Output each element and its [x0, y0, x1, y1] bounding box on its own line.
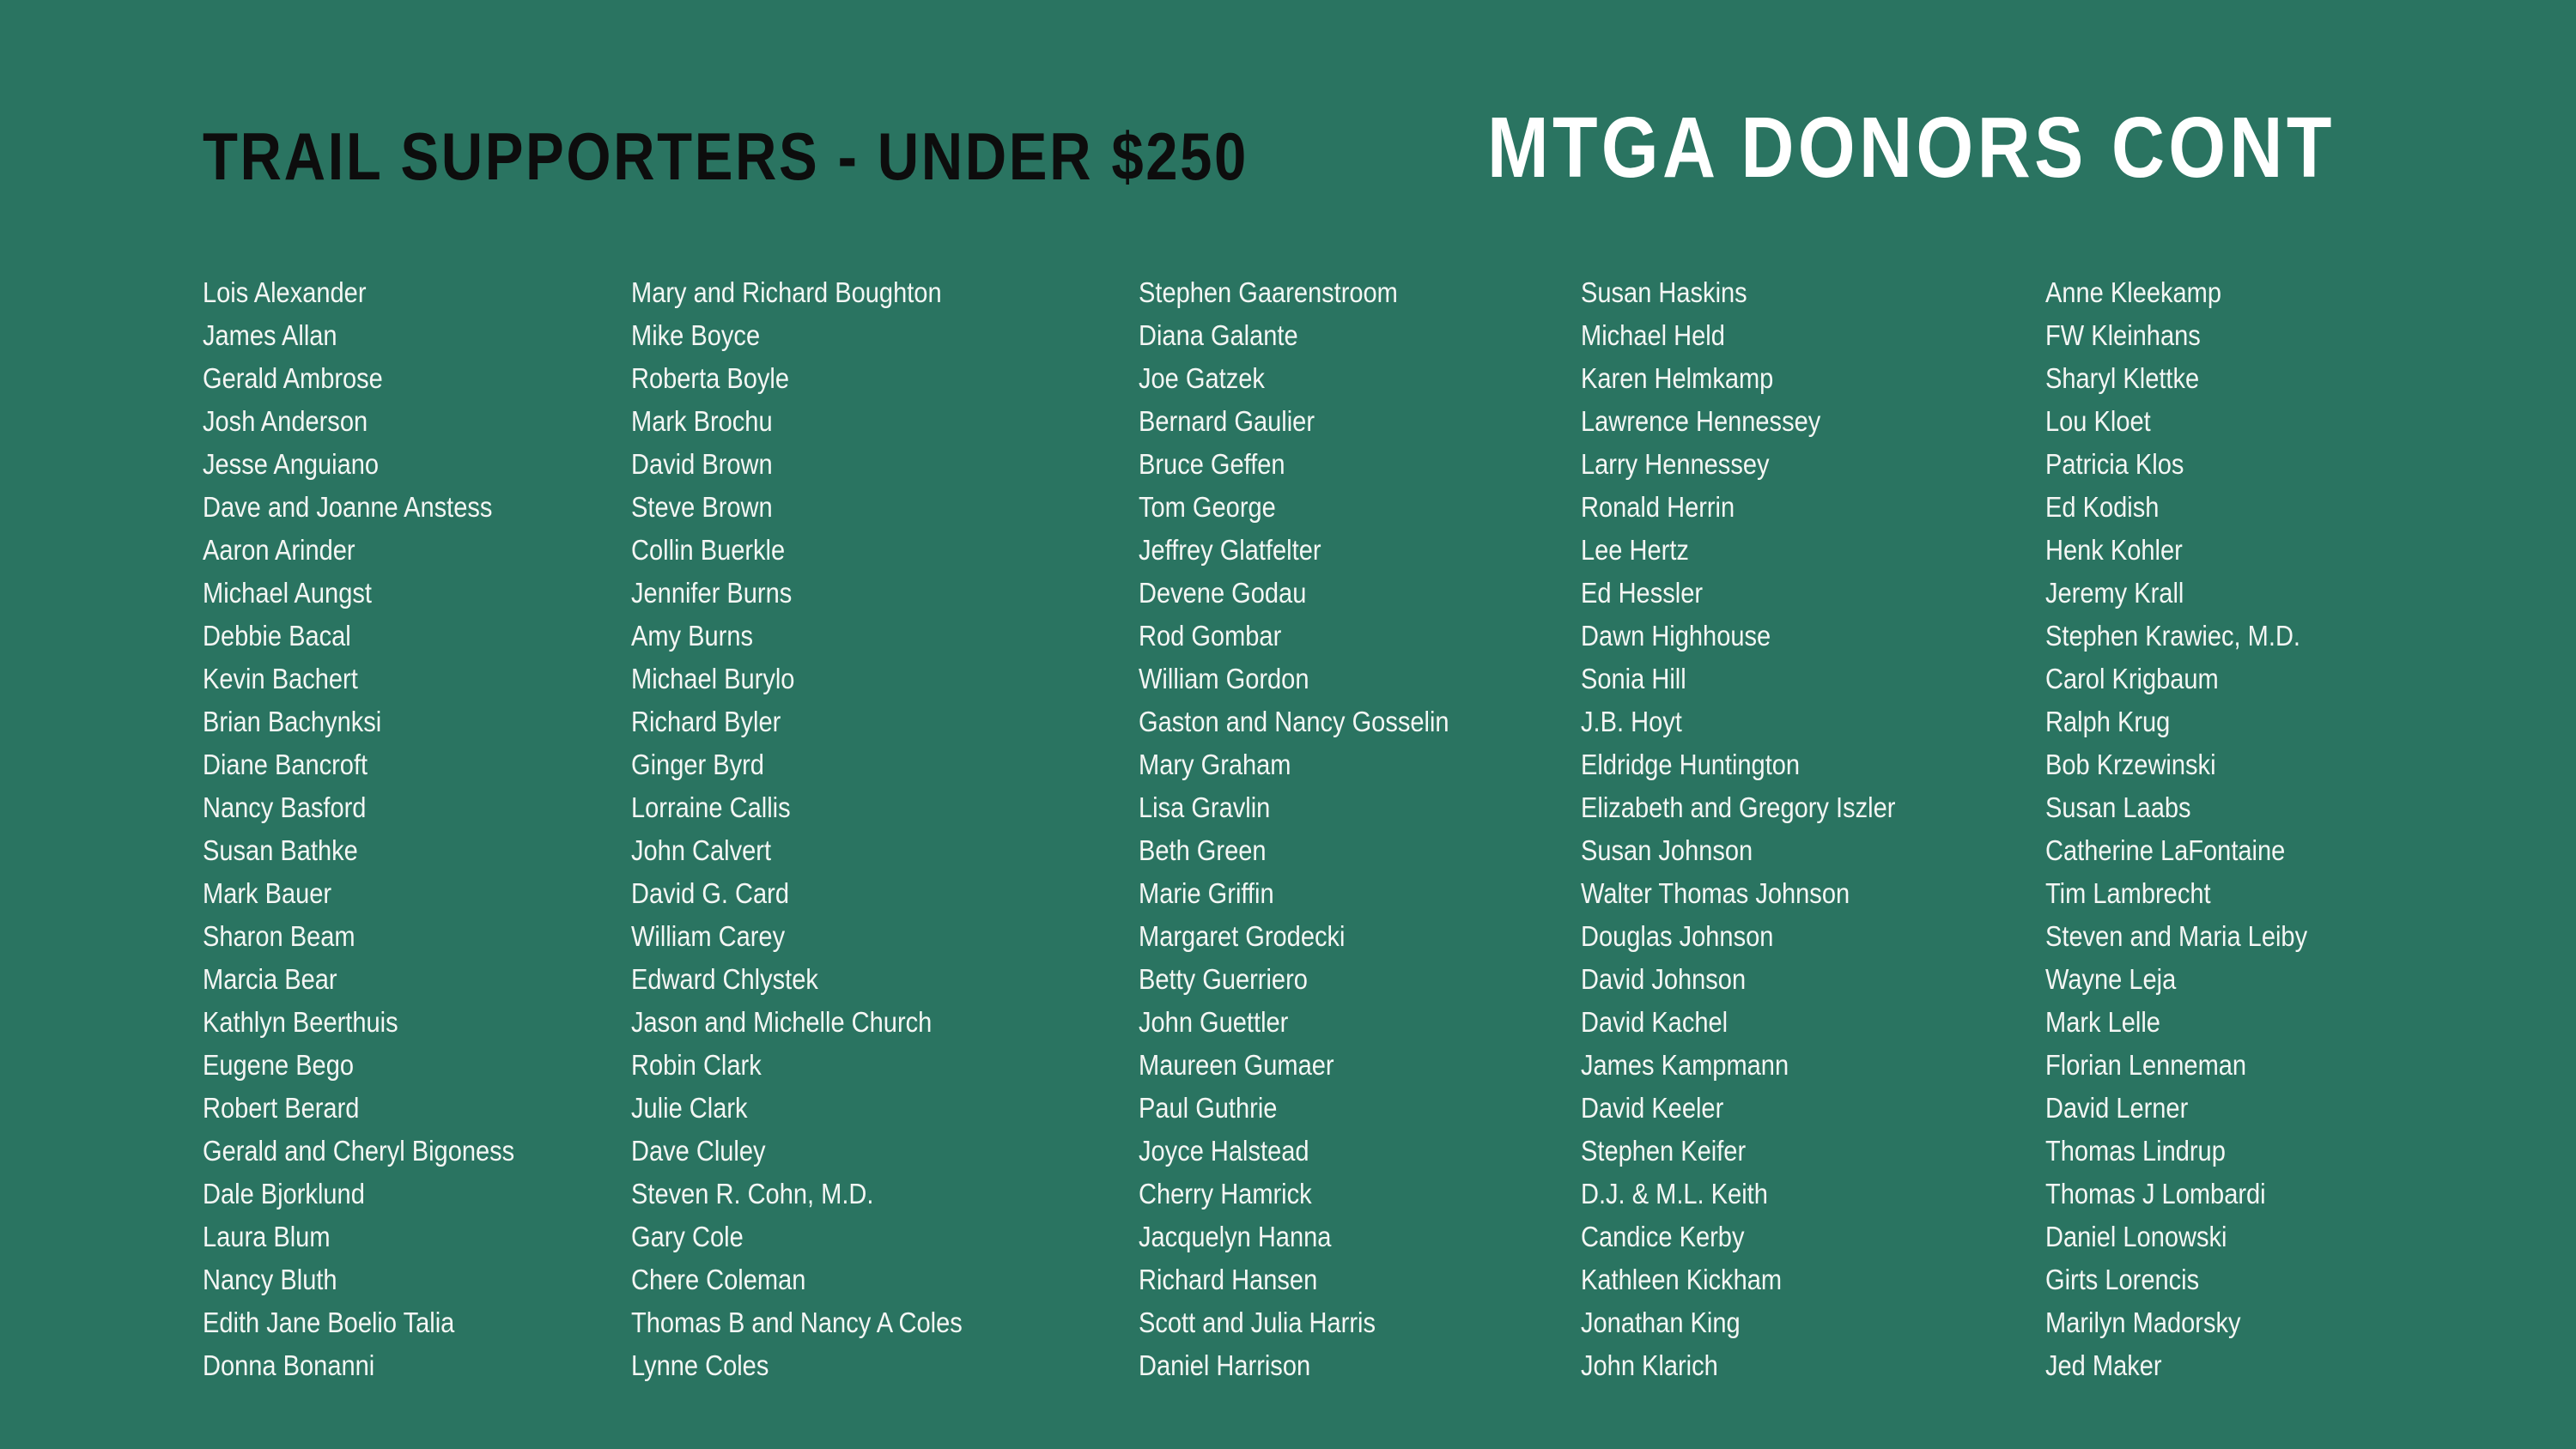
- donor-name: Susan Laabs: [2045, 791, 2191, 823]
- donor-name: Mark Bauer: [203, 877, 332, 909]
- donor-name: Bruce Geffen: [1139, 448, 1285, 480]
- donor-name: Ginger Byrd: [631, 749, 764, 780]
- donor-name: Gerald Ambrose: [203, 362, 383, 394]
- donor-name: James Allan: [203, 319, 337, 351]
- donor-name: Robert Berard: [203, 1092, 360, 1124]
- donor-name: Diane Bancroft: [203, 749, 368, 780]
- donor-name: J.B. Hoyt: [1581, 706, 1682, 737]
- donor-name: William Carey: [631, 920, 786, 952]
- donor-name: Carol Krigbaum: [2045, 663, 2219, 694]
- donor-name: Thomas B and Nancy A Coles: [631, 1307, 963, 1338]
- donor-name: Jeffrey Glatfelter: [1139, 534, 1321, 566]
- donor-name: Thomas J Lombardi: [2045, 1178, 2266, 1210]
- donor-column-3: [1139, 271, 1492, 1387]
- donor-name: Walter Thomas Johnson: [1581, 877, 1850, 909]
- donor-name: Laura Blum: [203, 1221, 331, 1252]
- donor-name: Lorraine Callis: [631, 791, 791, 823]
- donor-name: Douglas Johnson: [1581, 920, 1774, 952]
- donor-name: Michael Burylo: [631, 663, 795, 694]
- donor-name: Tom George: [1139, 491, 1276, 523]
- donor-name: Dawn Highhouse: [1581, 620, 1771, 652]
- donor-name: Ed Kodish: [2045, 491, 2160, 523]
- donor-name: Daniel Lonowski: [2045, 1221, 2227, 1252]
- donor-name: William Gordon: [1139, 663, 1309, 694]
- donor-name: Candice Kerby: [1581, 1221, 1745, 1252]
- donor-name: Joyce Halstead: [1139, 1135, 1309, 1167]
- donor-name: Jason and Michelle Church: [631, 1006, 933, 1038]
- donor-name: Sharon Beam: [203, 920, 355, 952]
- donor-name: David Lerner: [2045, 1092, 2189, 1124]
- donor-name: Jed Maker: [2045, 1349, 2162, 1381]
- donor-name: Dave and Joanne Anstess: [203, 491, 493, 523]
- donor-name: Tim Lambrecht: [2045, 877, 2211, 909]
- donor-name: Richard Byler: [631, 706, 781, 737]
- donor-name: Susan Johnson: [1581, 834, 1753, 866]
- donor-name: Jennifer Burns: [631, 577, 793, 609]
- donor-name: Michael Held: [1581, 319, 1725, 351]
- donor-name: Mark Lelle: [2045, 1006, 2160, 1038]
- donor-name: Marie Griffin: [1139, 877, 1274, 909]
- donor-name: Sharyl Klettke: [2045, 362, 2200, 394]
- donor-name: Rod Gombar: [1139, 620, 1282, 652]
- donor-name: John Calvert: [631, 834, 772, 866]
- donor-name: Jacquelyn Hanna: [1139, 1221, 1332, 1252]
- donor-name: Roberta Boyle: [631, 362, 790, 394]
- donor-name: Gerald and Cheryl Bigoness: [203, 1135, 515, 1167]
- donor-name: Chere Coleman: [631, 1264, 806, 1295]
- donor-name: D.J. & M.L. Keith: [1581, 1178, 1768, 1210]
- donor-name: Edith Jane Boelio Talia: [203, 1307, 455, 1338]
- donor-name: Mary and Richard Boughton: [631, 276, 942, 308]
- donor-name: Lee Hertz: [1581, 534, 1689, 566]
- donor-name: Eldridge Huntington: [1581, 749, 1801, 780]
- donor-name: David Brown: [631, 448, 773, 480]
- donor-name: Edward Chlystek: [631, 963, 818, 995]
- donor-name: Dave Cluley: [631, 1135, 766, 1167]
- donor-name: Lisa Gravlin: [1139, 791, 1271, 823]
- donor-name: John Klarich: [1581, 1349, 1718, 1381]
- donor-name: Betty Guerriero: [1139, 963, 1308, 995]
- donor-name: John Guettler: [1139, 1006, 1289, 1038]
- donor-name: Elizabeth and Gregory Iszler: [1581, 791, 1896, 823]
- donor-name: David G. Card: [631, 877, 789, 909]
- donor-name: Daniel Harrison: [1139, 1349, 1311, 1381]
- donor-name: Maureen Gumaer: [1139, 1049, 1334, 1081]
- donor-name: Cherry Hamrick: [1139, 1178, 1312, 1210]
- donor-name: Susan Haskins: [1581, 276, 1747, 308]
- donor-name: Steven R. Cohn, M.D.: [631, 1178, 874, 1210]
- donor-name: Jonathan King: [1581, 1307, 1741, 1338]
- donor-column-4: [1581, 271, 1938, 1387]
- donor-name: Kathlyn Beerthuis: [203, 1006, 398, 1038]
- donor-name: Michael Aungst: [203, 577, 372, 609]
- donor-name: Patricia Klos: [2045, 448, 2184, 480]
- donor-name: Donna Bonanni: [203, 1349, 375, 1381]
- donor-name: Kevin Bachert: [203, 663, 358, 694]
- donor-name: Collin Buerkle: [631, 534, 786, 566]
- donor-name: Lou Kloet: [2045, 405, 2151, 437]
- donor-name: Lois Alexander: [203, 276, 367, 308]
- section-title-trail-supporters: TRAIL SUPPORTERS - UNDER $250: [203, 118, 1249, 194]
- donor-name: Ed Hessler: [1581, 577, 1704, 609]
- donor-column-1: [203, 271, 557, 1387]
- donor-name: FW Kleinhans: [2045, 319, 2201, 351]
- donor-name: Henk Kohler: [2045, 534, 2183, 566]
- donor-name: Marilyn Madorsky: [2045, 1307, 2241, 1338]
- donor-name: Stephen Gaarenstroom: [1139, 276, 1398, 308]
- donor-name: Steve Brown: [631, 491, 773, 523]
- donor-name: Marcia Bear: [203, 963, 337, 995]
- donor-name: David Keeler: [1581, 1092, 1724, 1124]
- donor-name: David Kachel: [1581, 1006, 1728, 1038]
- donor-name: Aaron Arinder: [203, 534, 355, 566]
- donor-column-5: [2045, 271, 2343, 1387]
- donor-name: Devene Godau: [1139, 577, 1307, 609]
- donor-name: Julie Clark: [631, 1092, 748, 1124]
- donor-name: Susan Bathke: [203, 834, 358, 866]
- donor-name: Robin Clark: [631, 1049, 762, 1081]
- donor-name: Jeremy Krall: [2045, 577, 2184, 609]
- donor-name: Debbie Bacal: [203, 620, 351, 652]
- donor-name: Diana Galante: [1139, 319, 1298, 351]
- donor-name: Sonia Hill: [1581, 663, 1686, 694]
- donor-name: Girts Lorencis: [2045, 1264, 2200, 1295]
- donor-name: Ralph Krug: [2045, 706, 2171, 737]
- donor-name: Gary Cole: [631, 1221, 744, 1252]
- donor-name: Dale Bjorklund: [203, 1178, 365, 1210]
- donor-name: Mark Brochu: [631, 405, 773, 437]
- donor-name: Wayne Leja: [2045, 963, 2177, 995]
- donor-name: Mike Boyce: [631, 319, 761, 351]
- donor-name: Beth Green: [1139, 834, 1267, 866]
- donor-name: Kathleen Kickham: [1581, 1264, 1783, 1295]
- donor-name: David Johnson: [1581, 963, 1747, 995]
- donor-name: Thomas Lindrup: [2045, 1135, 2226, 1167]
- donor-name: Amy Burns: [631, 620, 754, 652]
- donor-name: Stephen Keifer: [1581, 1135, 1747, 1167]
- donor-name: Joe Gatzek: [1139, 362, 1265, 394]
- donor-name: Eugene Bego: [203, 1049, 355, 1081]
- donor-name: Nancy Bluth: [203, 1264, 337, 1295]
- donor-name: Larry Hennessey: [1581, 448, 1770, 480]
- slide-title-mtga-donors: MTGA DONORS CONT: [1487, 100, 2336, 196]
- donor-name: Jesse Anguiano: [203, 448, 380, 480]
- donor-name: Florian Lenneman: [2045, 1049, 2247, 1081]
- donor-name: Scott and Julia Harris: [1139, 1307, 1376, 1338]
- donor-name: Stephen Krawiec, M.D.: [2045, 620, 2300, 652]
- donor-name: Karen Helmkamp: [1581, 362, 1774, 394]
- donor-column-2: [631, 271, 1007, 1387]
- donor-name: Brian Bachynksi: [203, 706, 382, 737]
- donor-name: Catherine LaFontaine: [2045, 834, 2286, 866]
- donor-name: Gaston and Nancy Gosselin: [1139, 706, 1449, 737]
- donor-name: Anne Kleekamp: [2045, 276, 2222, 308]
- donor-name: Lynne Coles: [631, 1349, 769, 1381]
- donor-name: Mary Graham: [1139, 749, 1291, 780]
- donor-name: Steven and Maria Leiby: [2045, 920, 2308, 952]
- donor-name: Bernard Gaulier: [1139, 405, 1315, 437]
- donor-name: Paul Guthrie: [1139, 1092, 1278, 1124]
- donor-name: James Kampmann: [1581, 1049, 1789, 1081]
- donor-name: Ronald Herrin: [1581, 491, 1735, 523]
- donor-name: Lawrence Hennessey: [1581, 405, 1821, 437]
- donor-name: Richard Hansen: [1139, 1264, 1318, 1295]
- donor-name: Margaret Grodecki: [1139, 920, 1346, 952]
- donor-name: Bob Krzewinski: [2045, 749, 2216, 780]
- donor-name: Josh Anderson: [203, 405, 368, 437]
- donor-name: Nancy Basford: [203, 791, 367, 823]
